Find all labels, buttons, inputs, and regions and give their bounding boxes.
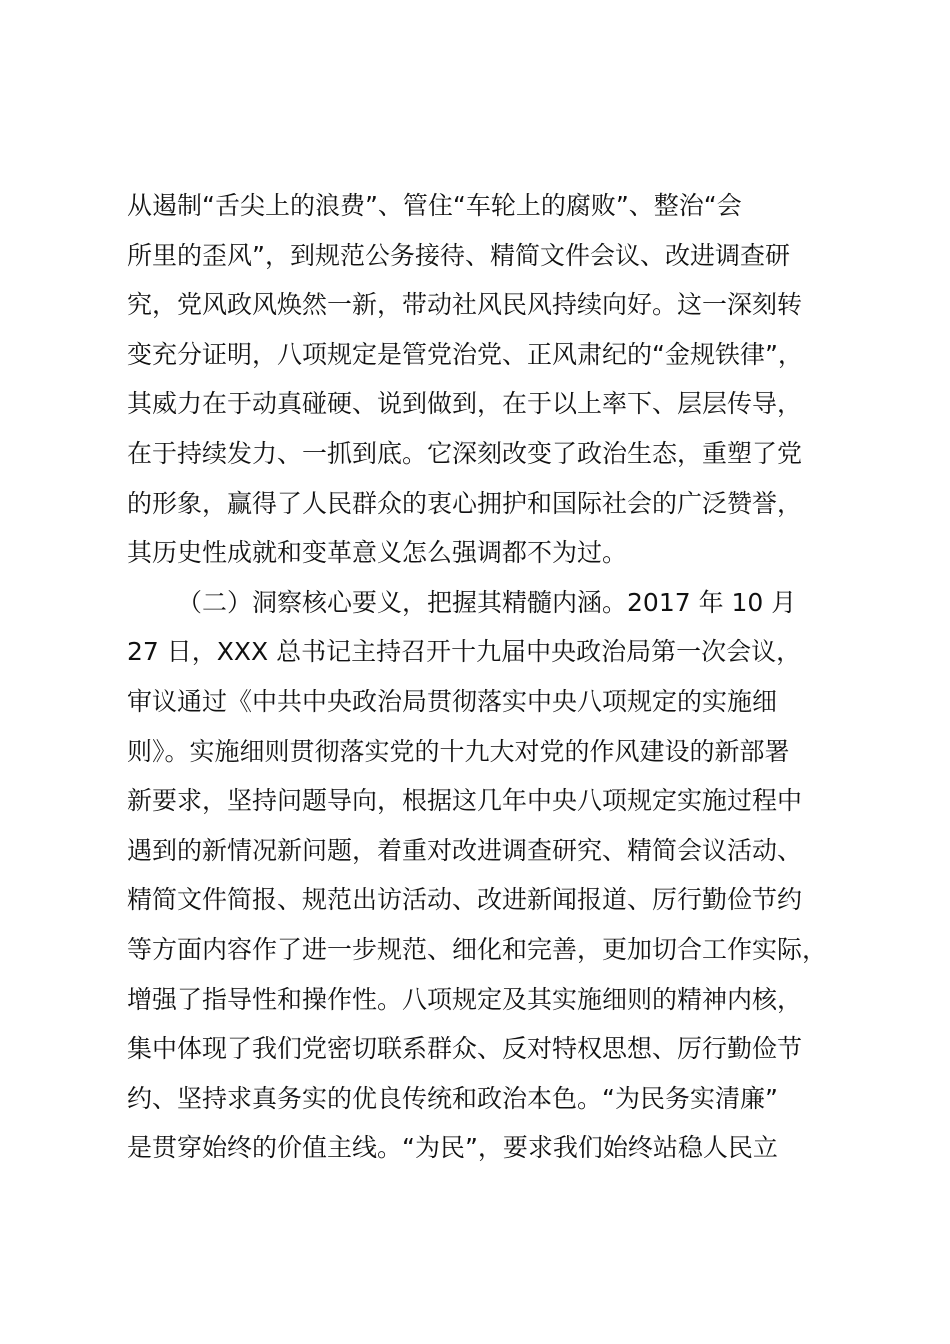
text-line-5: 其威力在于动真碰硬、说到做到，在于以上率下、层层传导， (127, 389, 803, 419)
text-line-8: 其历史性成就和变革意义怎么强调都不为过。 (127, 538, 628, 568)
text-line-18: 集中体现了我们党密切联系群众、反对特权思想、厉行勤俭节 (127, 1034, 803, 1064)
text-line-20: 是贯穿始终的价值主线。“为民”，要求我们始终站稳人民立 (127, 1133, 778, 1163)
text-line-7: 的形象，赢得了人民群众的衷心拥护和国际社会的广泛赞誉， (127, 488, 803, 518)
text-line-10: 27 日，XXX 总书记主持召开十九届中央政治局第一次会议， (127, 637, 802, 667)
text-line-3: 究，党风政风焕然一新，带动社风民风持续向好。这一深刻转 (127, 290, 803, 320)
text-line-1: 从遏制“舌尖上的浪费”、管住“车轮上的腐败”、整治“会 (127, 191, 742, 220)
text-line-15: 精简文件简报、规范出访活动、改进新闻报道、厉行勤俭节约 (127, 885, 803, 915)
text-line-2: 所里的歪风”，到规范公务接待、精简文件会议、改进调查研 (127, 240, 790, 270)
text-line-14: 遇到的新情况新问题，着重对改进调查研究、精简会议活动、 (127, 835, 803, 865)
text-line-12: 则》。实施细则贯彻落实党的十九大对党的作风建设的新部署 (127, 736, 790, 766)
text-line-17: 增强了指导性和操作性。八项规定及其实施细则的精神内核， (127, 984, 803, 1014)
text-line-19: 约、坚持求真务实的优良传统和政治本色。“为民务实清廉” (127, 1083, 778, 1113)
text-line-13: 新要求，坚持问题导向，根据这几年中央八项规定实施过程中 (127, 786, 803, 816)
text-line-16: 等方面内容作了进一步规范、细化和完善，更加切合工作实际， (127, 934, 828, 964)
text-line-6: 在于持续发力、一抓到底。它深刻改变了政治生态，重塑了党 (127, 438, 803, 468)
body-text (127, 181, 857, 1173)
section-heading-line: （二）洞察核心要义，把握其精髓内涵。2017 年 10 月 (177, 587, 797, 617)
text-line-11: 审议通过《中共中央政治局贯彻落实中央八项规定的实施细 (127, 686, 778, 716)
text-line-4: 变充分证明，八项规定是管党治党、正风肃纪的“金规铁律”， (127, 339, 803, 369)
